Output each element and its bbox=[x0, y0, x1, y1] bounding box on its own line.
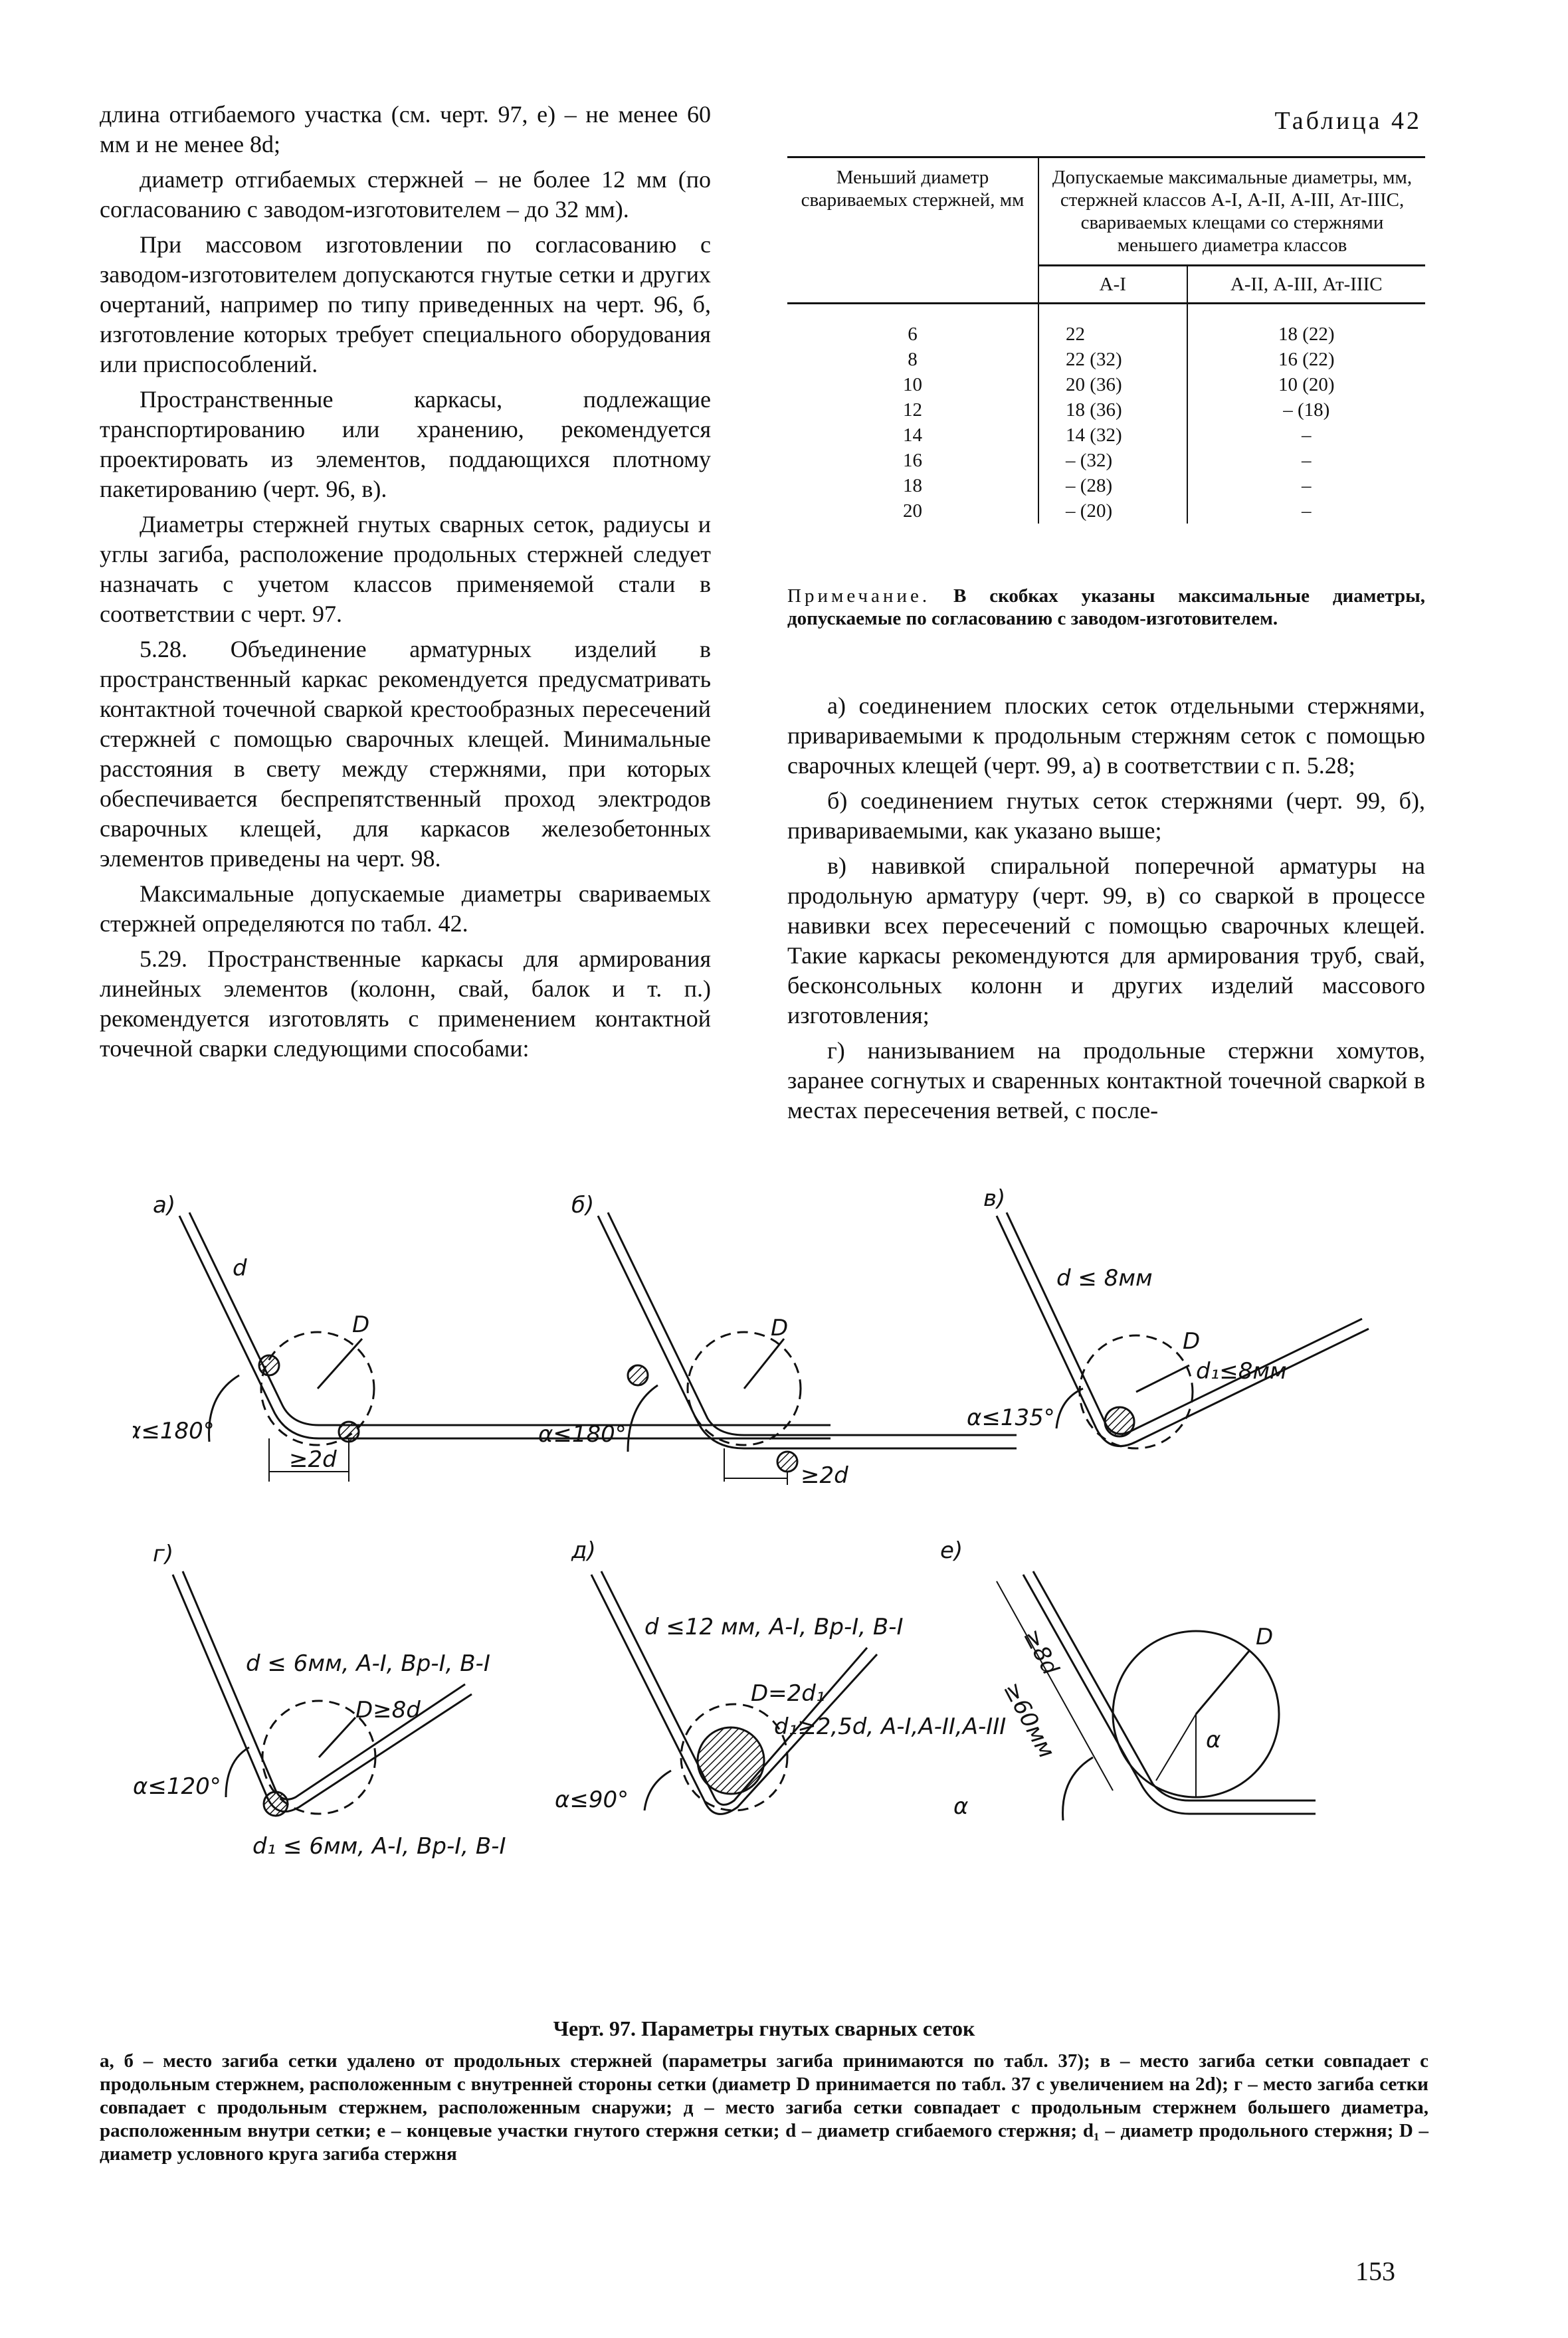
table-subheader-a2-a3: А-II, А-III, Ат-IIIС bbox=[1187, 266, 1425, 304]
figure-a bbox=[133, 1192, 831, 1482]
table-cell: – bbox=[1302, 500, 1312, 522]
table-row bbox=[787, 372, 1425, 397]
figure-letter: а) bbox=[153, 1192, 176, 1218]
dimension-d1: d₁≤8мм bbox=[1196, 1358, 1287, 1385]
table-cell: – bbox=[1302, 450, 1312, 471]
angle-label: α≤135° bbox=[967, 1405, 1055, 1431]
table-row bbox=[787, 397, 1425, 423]
table-cell: 12 bbox=[787, 397, 1038, 423]
gap-label: ≥2d bbox=[289, 1446, 337, 1473]
angle-arc bbox=[226, 1747, 249, 1797]
table-cell: 18 (36) bbox=[1038, 397, 1187, 423]
table-cell: 20 (36) bbox=[1038, 372, 1187, 397]
table-row bbox=[787, 423, 1425, 448]
paragraph: диаметр отгибаемых стержней – не более 12 мм (по согласованию с заводом-изготовителем – до 32 мм). bbox=[100, 166, 711, 223]
dimension-d: d bbox=[233, 1255, 247, 1282]
table-row bbox=[787, 498, 1425, 524]
table-42 bbox=[787, 156, 1425, 524]
longitudinal-bar bbox=[264, 1792, 288, 1816]
radius-line bbox=[1156, 1714, 1196, 1781]
radius-line bbox=[318, 1339, 362, 1389]
table-row bbox=[787, 448, 1425, 473]
radius-line bbox=[319, 1717, 355, 1757]
bent-bar-outer bbox=[1023, 1575, 1316, 1814]
longitudinal-bar bbox=[628, 1365, 648, 1385]
dimension-d: d ≤ 6мм, А-I, Вр-I, В-I bbox=[246, 1650, 490, 1677]
angle-label: α≤120° bbox=[133, 1773, 221, 1800]
paragraph: длина отгибаемого участка (см. черт. 97, е) – не менее 60 мм и не менее 8d; bbox=[100, 101, 711, 157]
figure-v bbox=[967, 1185, 1369, 1448]
table-cell: – (32) bbox=[1038, 448, 1187, 473]
paragraph: в) навивкой спиральной поперечной арматуры на продольную арматуру (черт. 99, в) со сваркой в процессе навивки всех пересечений с помощью сварочных клещей. Такие каркасы рекомендуются для армирования труб, свай, бесконсольных колонн и других изделий массового изготовления; bbox=[787, 852, 1425, 1028]
table-cell: 16 (22) bbox=[1278, 349, 1335, 370]
angle-arc bbox=[644, 1771, 671, 1810]
paragraph: г) нанизыванием на продольные стержни хомутов, заранее согнутых и сваренных контактной точечной сваркой в местах пересечения ветвей, с после- bbox=[787, 1037, 1425, 1123]
table-cell: – (20) bbox=[1038, 498, 1187, 524]
figure-g bbox=[133, 1541, 506, 1860]
bent-bar-inner bbox=[189, 1213, 831, 1425]
paragraph: Максимальные допускаемые диаметры свариваемых стержней определяются по табл. 42. bbox=[100, 880, 711, 937]
longitudinal-bar bbox=[1105, 1407, 1134, 1436]
table-row bbox=[787, 347, 1425, 372]
table-cell: 10 bbox=[787, 372, 1038, 397]
longitudinal-bar bbox=[259, 1355, 279, 1375]
table-body bbox=[787, 304, 1425, 524]
dimension-D: D bbox=[771, 1315, 789, 1341]
angle-label: α≤180° bbox=[538, 1421, 627, 1448]
figure-letter: д) bbox=[571, 1537, 596, 1564]
table-cell: 10 (20) bbox=[1278, 374, 1335, 395]
bent-mesh-diagrams bbox=[133, 1176, 1435, 2013]
table-cell: 14 (32) bbox=[1038, 423, 1187, 448]
figure-e bbox=[940, 1537, 1316, 1820]
dimension-D: D≥8d bbox=[355, 1697, 421, 1723]
longitudinal-bar bbox=[777, 1452, 797, 1472]
dimension-d1: d₁ ≤ 6мм, А-I, Вр-I, В-I bbox=[252, 1833, 506, 1860]
table-cell: – (18) bbox=[1283, 399, 1330, 421]
angle-arc bbox=[628, 1385, 658, 1452]
table-cell: 8 bbox=[787, 347, 1038, 372]
figure-d bbox=[555, 1537, 1006, 1814]
paragraph: 5.29. Пространственные каркасы для армирования линейных элементов (колонн, свай, балок и т. п.) рекомендуется изготовлять с применением контактной точечной сварки следующими способами: bbox=[100, 945, 711, 1062]
table-cell: 22 bbox=[1038, 304, 1187, 347]
dimension-d: d ≤ 8мм bbox=[1056, 1265, 1153, 1292]
table-cell: 16 bbox=[787, 448, 1038, 473]
note-label: Примечание. bbox=[787, 585, 931, 607]
table-cell: 20 bbox=[787, 498, 1038, 524]
angle-arc bbox=[1063, 1757, 1093, 1820]
bent-bar-inner bbox=[1007, 1213, 1362, 1434]
dimension-60mm: ≥60мм bbox=[998, 1678, 1060, 1763]
figure-explanation: а, б – место загиба сетки удалено от продольных стержней (параметры загиба принимаются по табл. 37); в – место загиба сетки совпадает с продольным стержнем, расположенным с внутренней стороны сетки (диаметр D принимается по табл. 37 с увеличением на 2d); г – место загиба сетки совпадает с продольным стержнем, расположенным снаружи; д – место загиба сетки совпадает с продольным стержнем большего диаметра, расположенным внутри сетки; е – концевые участки гнутого стержня сетки; d – диаметр сгибаемого стержня; d₁ – диаметр продольного стержня; D – диаметр условного круга загиба стержня bbox=[100, 2050, 1428, 2165]
right-text-column bbox=[787, 691, 1425, 1131]
paragraph: б) соединением гнутых сеток стержнями (черт. 99, б), привариваемыми, как указано выше; bbox=[787, 787, 1425, 844]
angle-label: α≤180° bbox=[133, 1418, 215, 1444]
table-cell: 22 (32) bbox=[1038, 347, 1187, 372]
bent-bar-outer bbox=[179, 1216, 831, 1438]
figure-letter: г) bbox=[153, 1541, 174, 1567]
dimension-D: D bbox=[1183, 1328, 1201, 1355]
figure-letter: в) bbox=[983, 1185, 1006, 1212]
dimension-d: d ≤12 мм, А-I, Вр-I, В-I bbox=[644, 1614, 904, 1640]
longitudinal-bar bbox=[698, 1727, 764, 1794]
table-cell: – bbox=[1302, 475, 1312, 496]
paragraph: а) соединением плоских сеток отдельными стержнями, привариваемыми к продольным стержням сеток с помощью сварочных клещей (черт. 99, а) в соответствии с п. 5.28; bbox=[787, 692, 1425, 779]
table-cell: – (28) bbox=[1038, 473, 1187, 498]
table-cell: 18 bbox=[787, 473, 1038, 498]
radius-line bbox=[1196, 1651, 1249, 1714]
radius-line bbox=[744, 1339, 784, 1389]
figure-letter: е) bbox=[940, 1537, 963, 1564]
dimension-d1: d₁≥2,5d, А-I,А-II,А-III bbox=[774, 1713, 1007, 1740]
bent-bar-inner bbox=[183, 1571, 465, 1799]
figure-b bbox=[538, 1192, 1017, 1489]
paragraph: Пространственные каркасы, подлежащие транспортированию или хранению, рекомендуется проектировать из элементов, поддающихся плотному пакетированию (черт. 96, в). bbox=[100, 386, 711, 502]
table-row bbox=[787, 473, 1425, 498]
table-note bbox=[787, 585, 1425, 630]
paragraph: 5.28. Объединение арматурных изделий в пространственный каркас рекомендуется предусматривать контактной точечной сваркой крестообразных пересечений стержней с помощью сварочных клещей. Минимальные расстояния в свету между стержнями, при которых обеспечивается беспрепятственный проход электродов сварочных клещей, для каркасов железобетонных элементов приведены на черт. 98. bbox=[100, 636, 711, 872]
dimension-D: D bbox=[352, 1312, 370, 1338]
table-title: Таблица 42 bbox=[1274, 107, 1422, 135]
figure-caption: Черт. 97. Параметры гнутых сварных сеток bbox=[553, 2016, 975, 2040]
bent-bar-outer bbox=[598, 1216, 1017, 1448]
dimension-D: D=2d₁ bbox=[751, 1680, 825, 1707]
left-text-column bbox=[100, 100, 711, 1069]
angle-label: α≤90° bbox=[555, 1787, 629, 1813]
gap-label: ≥2d bbox=[801, 1462, 848, 1489]
radius-line bbox=[1136, 1365, 1189, 1392]
bent-bar-inner bbox=[608, 1213, 1017, 1435]
angle-label: α bbox=[953, 1793, 969, 1820]
angle-label-inner: α bbox=[1206, 1727, 1221, 1753]
paragraph: При массовом изготовлении по согласованию с заводом-изготовителем допускаются гнутые сетки и других очертаний, например по типу приведенных на черт. 96, б, изготовление которых требует специального оборудования или приспособлений. bbox=[100, 231, 711, 377]
table-cell: – bbox=[1302, 425, 1312, 446]
table-row bbox=[787, 304, 1425, 347]
figure-97 bbox=[133, 1176, 1435, 2013]
table-header-min-diameter: Меньший диаметр свариваемых стержней, мм bbox=[787, 157, 1038, 304]
paragraph: Диаметры стержней гнутых сварных сеток, радиусы и углы загиба, расположение продольных стержней следует назначать с учетом классов применяемой стали в соответствии с черт. 97. bbox=[100, 511, 711, 627]
table-cell: 14 bbox=[787, 423, 1038, 448]
table-cell: 6 bbox=[787, 304, 1038, 347]
page-number: 153 bbox=[1355, 2256, 1395, 2286]
dimension-8d: ≥8d bbox=[1018, 1624, 1064, 1680]
figure-letter: б) bbox=[571, 1192, 595, 1218]
note-text: В скобках указаны максимальные диаметры, допускаемые по согласованию с заводом-изготовителем. bbox=[787, 585, 1425, 629]
table-header-max-diameters: Допускаемые максимальные диаметры, мм, стержней классов А-I, А-II, А-III, Ат-IIIС, свариваемых клещами со стержнями меньшего диаметра классов bbox=[1038, 157, 1425, 266]
dimension-D: D bbox=[1256, 1624, 1274, 1650]
table-cell: 18 (22) bbox=[1278, 324, 1335, 345]
table-subheader-a1: А-I bbox=[1038, 266, 1187, 304]
